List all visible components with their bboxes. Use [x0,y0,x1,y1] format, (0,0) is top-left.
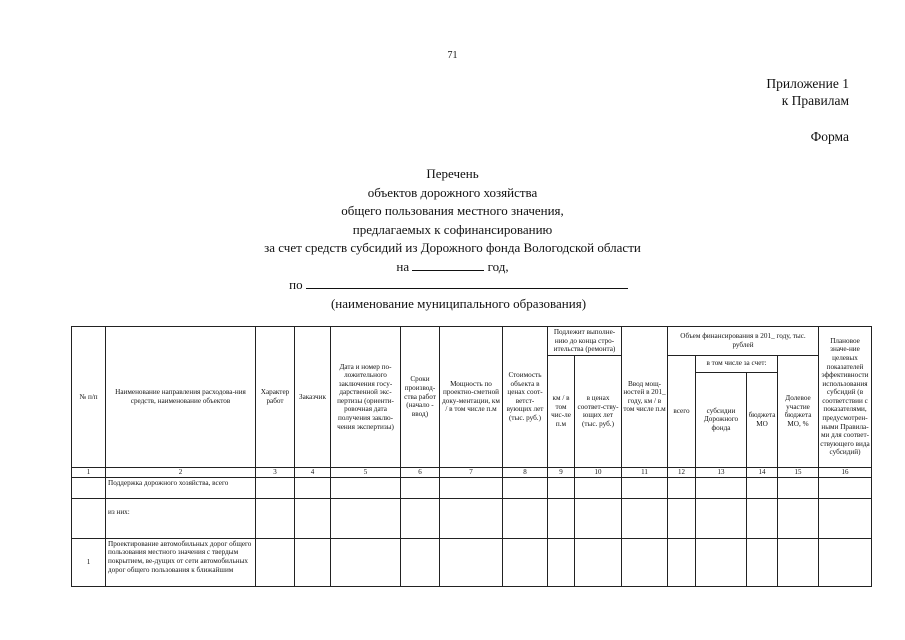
column-number-4: 4 [295,467,331,477]
page-number: 71 [447,50,458,61]
column-number-14: 14 [747,467,778,477]
header-financing-total: всего [668,355,696,467]
column-number-7: 7 [440,467,503,477]
municipality-blank [306,276,628,289]
row-name-cell: Проектирование автомобильных дорог общего пользования местного значения с твердым покрытием, ве-дущих от сети автомобильных дорог общего пользования к ближайшим [106,538,256,586]
header-remaining-km: км / в том чис-ле п.м [548,355,575,467]
municipality-caption: (наименование муниципального образования) [330,295,587,311]
header-financing-group: Объем финансирования в 201_ году, тыс. рублей [668,327,819,356]
header-commissioning: Ввод мощ-ностей в 201_ году, км / в том числе п.м [622,327,668,468]
column-number-8: 8 [503,467,548,477]
appendix-line-2: к Правилам [781,93,849,108]
title-line-4: предлагаемых к софинансированию [352,221,553,237]
objects-table [71,326,872,587]
column-number-5: 5 [331,467,401,477]
title-line-2: объектов дорожного хозяйства [367,184,538,200]
row-num-cell: 1 [72,538,106,586]
row-num-cell [72,498,106,538]
title-line-3: общего пользования местного значения, [341,203,564,218]
header-cost: Стоимость объекта в ценах соот-ветст-вующих лет (тыс. руб.) [503,327,548,468]
title-line-5: за счет средств субсидий из Дорожного фонда Вологодской области [264,240,641,255]
row-name-cell: из них: [106,498,256,538]
title-line-1: Перечень [426,166,479,181]
column-number-11: 11 [622,467,668,477]
header-num: № п/п [72,327,106,468]
header-share: Долевое участие бюджета МО, % [778,355,819,467]
column-number-13: 13 [696,467,747,477]
column-number-9: 9 [548,467,575,477]
header-expertise: Дата и номер по-ложительного заключения госу-дарственной экс-пертизы (ориенти-ровочная дата получения заклю-чения экспертизы) [331,327,401,468]
appendix-label [766,75,849,109]
header-target-indicators: Плановое значе-ние целевых показателей эффективности использования субсидий (в соответствии с показателями, предусмотрен-ными Правила-ми для соответ-ствующего вида субсидий) [819,327,872,468]
title-line-year [0,258,905,277]
table-row [72,498,872,538]
year-suffix: год, [487,258,509,274]
document-title [0,165,905,313]
header-customer: Заказчик [295,327,331,468]
column-number-10: 10 [575,467,622,477]
header-budget-mo: бюджета МО [747,372,778,467]
header-capacity: Мощность по проектно-сметной доку-ментации, км / в том числе п.м [440,327,503,468]
title-line-municipality [0,276,905,295]
row-num-cell [72,477,106,498]
column-numbers-row [72,467,872,477]
header-subsidy: субсидии Дорожного фонда [696,372,747,467]
column-number-2: 2 [106,467,256,477]
header-terms: Сроки производ-ства работ (начало - ввод) [401,327,440,468]
table-row [72,477,872,498]
column-number-6: 6 [401,467,440,477]
column-number-16: 16 [819,467,872,477]
year-blank [412,258,484,271]
row-name-cell: Поддержка дорожного хозяйства, всего [106,477,256,498]
column-number-3: 3 [256,467,295,477]
appendix-line-1: Приложение 1 [766,76,849,91]
table-row [72,538,872,586]
year-prefix: на [396,258,410,274]
header-name: Наименование направления расходова-ния средств, наименование объектов [106,327,256,468]
header-remaining-group: Подлежит выполне-нию до конца стро-ительства (ремонта) [548,327,622,356]
column-number-1: 1 [72,467,106,477]
column-number-15: 15 [778,467,819,477]
column-number-12: 12 [668,467,696,477]
municipality-prefix: по [289,277,303,292]
header-remaining-cost: в ценах соответ-ству-ющих лет (тыс. руб.) [575,355,622,467]
header-work-type: Характер работ [256,327,295,468]
header-including-group: в том числе за счет: [696,355,778,372]
form-label: Форма [810,129,849,144]
